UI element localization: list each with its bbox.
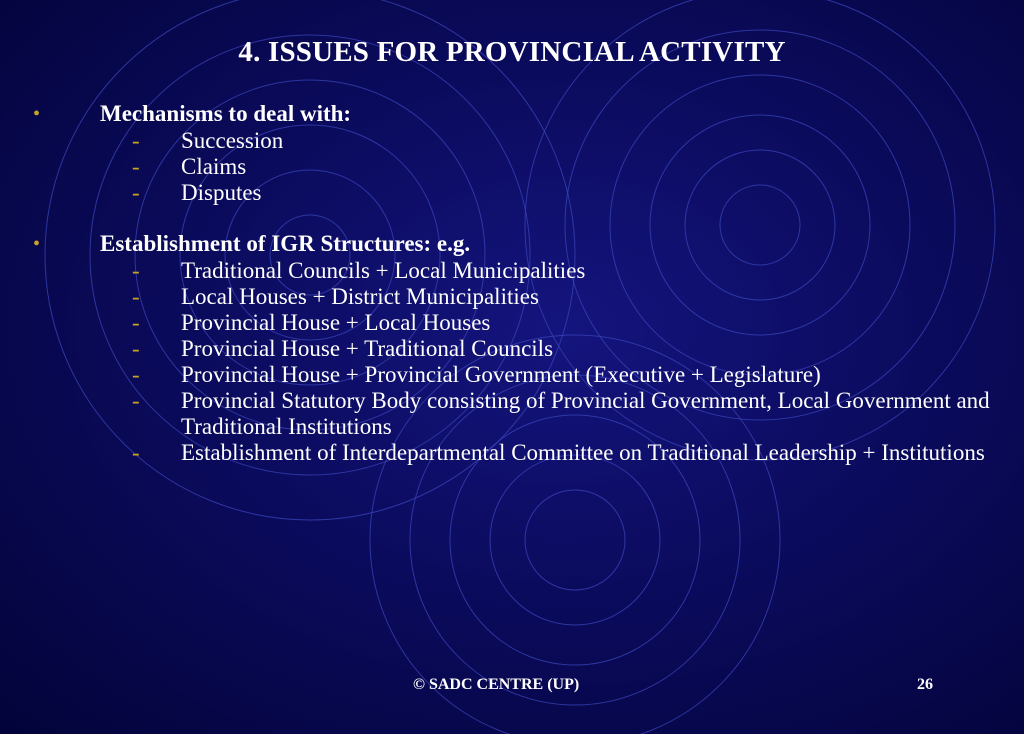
list-item: [0, 284, 1024, 310]
list-item-text: Claims: [181, 154, 247, 179]
dash-icon: -: [132, 388, 140, 413]
list-item-text: Provincial Statutory Body consisting of Provincial Government, Local Government and Traditional Institutions: [181, 388, 990, 439]
dash-icon: -: [132, 310, 140, 335]
list-item-text: Establishment of Interdepartmental Committee on Traditional Leadership + Institutions: [181, 440, 985, 465]
list-item: [0, 128, 1024, 154]
list-item: [0, 258, 1024, 284]
list-item-text: Succession: [181, 128, 284, 153]
page-number: 26: [917, 676, 933, 693]
section-heading: Establishment of IGR Structures: e.g.: [100, 231, 471, 256]
list-item: [0, 154, 1024, 180]
bullet-icon: •: [33, 233, 41, 255]
list-item: [0, 388, 1024, 440]
list-item-text: Provincial House + Traditional Councils: [181, 336, 554, 361]
list-item: [0, 180, 1024, 206]
mechanisms-list: [0, 128, 1024, 206]
list-item: [0, 336, 1024, 362]
dash-icon: -: [132, 336, 140, 361]
list-item-text: Local Houses + District Municipalities: [181, 284, 539, 309]
bullet-icon: •: [33, 103, 41, 125]
dash-icon: -: [132, 258, 140, 283]
dash-icon: -: [132, 154, 140, 179]
slide-title: 4. ISSUES FOR PROVINCIAL ACTIVITY: [238, 36, 786, 68]
footer-copyright: © SADC CENTRE (UP): [413, 676, 580, 693]
dash-icon: -: [132, 362, 140, 387]
dash-icon: -: [132, 440, 140, 465]
list-item-text: Provincial House + Provincial Government (Executive + Legislature): [181, 362, 821, 387]
igr-structures-list: [0, 258, 1024, 466]
list-item-text: Traditional Councils + Local Municipalities: [181, 258, 586, 283]
list-item-text: Disputes: [181, 180, 262, 205]
section-heading: Mechanisms to deal with:: [100, 101, 352, 126]
list-item: [0, 362, 1024, 388]
dash-icon: -: [132, 180, 140, 205]
dash-icon: -: [132, 128, 140, 153]
list-item: [0, 310, 1024, 336]
list-item: [0, 440, 1024, 466]
list-item-text: Provincial House + Local Houses: [181, 310, 491, 335]
dash-icon: -: [132, 284, 140, 309]
